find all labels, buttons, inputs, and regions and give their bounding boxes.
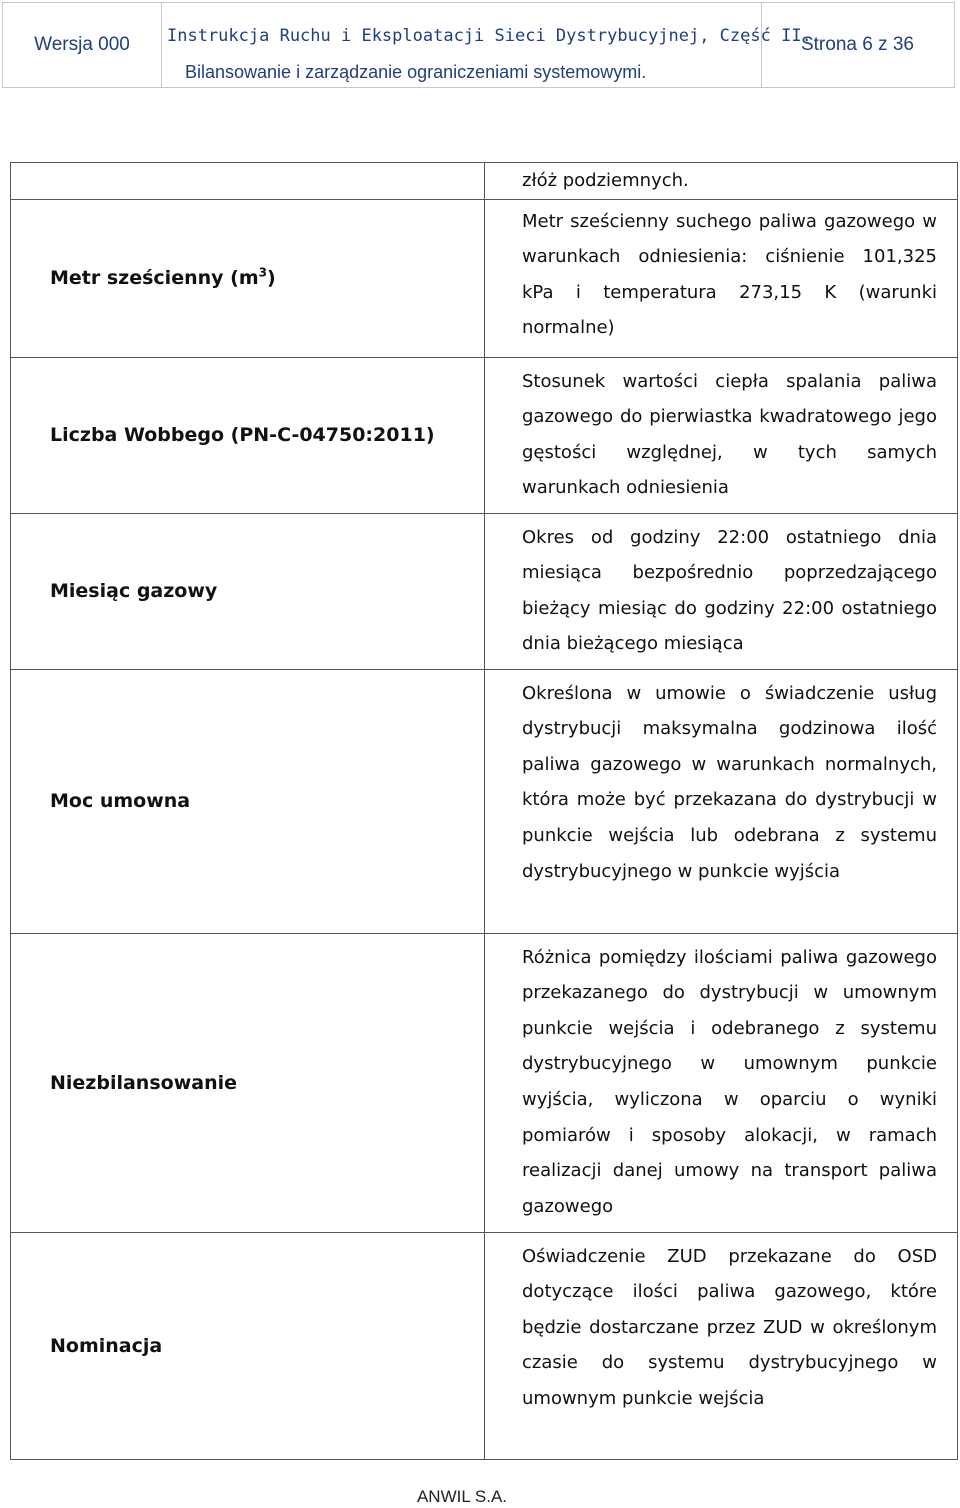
definition-text: Stosunek wartości ciepła spalania paliwa gazowego do pierwiastka kwadratowego jego gęstości względnej, w tych samych warunkach odniesienia	[522, 370, 937, 499]
page-number: Strona 6 z 36	[800, 34, 915, 55]
table-row	[11, 669, 958, 933]
term-text: Niezbilansowanie	[50, 1071, 237, 1094]
table-row	[11, 199, 958, 357]
definition-text: Okres od godziny 22:00 ostatniego dnia miesiąca bezpośrednio poprzedzającego bieżący miesiąc do godziny 22:00 ostatniego dnia bieżącego miesiąca	[522, 526, 937, 655]
term-superscript: 3	[258, 265, 267, 280]
definition-cell	[485, 199, 958, 357]
term-cell	[11, 163, 485, 200]
definition-text: Różnica pomiędzy ilościami paliwa gazowego przekazanego do dystrybucji w umownym punkcie wejścia i odebranego z systemu dystrybucyjnego w umownym punkcie wyjścia, wyliczona w oparciu o wyniki pomiarów i sposoby alokacji, w ramach realizacji danej umowy na transport paliwa gazowego	[522, 946, 937, 1217]
definition-text: złóż podziemnych.	[522, 170, 689, 191]
page-header	[2, 2, 955, 88]
term-cell	[11, 513, 485, 669]
definition-cell	[485, 513, 958, 669]
term-text: Miesiąc gazowy	[50, 580, 218, 603]
term-text: Nominacja	[50, 1334, 163, 1357]
table-row	[11, 933, 958, 1232]
table-row	[11, 1232, 958, 1459]
definition-cell	[485, 1232, 958, 1459]
term-text: Moc umowna	[50, 790, 191, 813]
definitions-table	[10, 162, 958, 1460]
definition-text: Oświadczenie ZUD przekazane do OSD dotyczące ilości paliwa gazowego, które będzie dostarczane przez ZUD w określonym czasie do systemu dystrybucyjnego w umownym punkcie wejścia	[522, 1245, 937, 1409]
document-title-line2: Bilansowanie i zarządzanie ograniczeniami systemowymi.	[185, 62, 647, 82]
table-row	[11, 357, 958, 513]
term-cell	[11, 357, 485, 513]
table-row	[11, 163, 958, 200]
definition-cell	[485, 669, 958, 933]
table-row	[11, 513, 958, 669]
term-text: Liczba Wobbego (PN-C-04750:2011)	[50, 424, 435, 447]
definition-cell	[485, 933, 958, 1232]
document-title-line1: Instrukcja Ruchu i Eksploatacji Sieci Dystrybucyjnej, Część II.	[167, 26, 812, 46]
definition-text: Metr sześcienny suchego paliwa gazowego w warunkach odniesienia: ciśnienie 101,325 kPa i temperatura 273,15 K (warunki normalne)	[522, 210, 937, 339]
term-cell	[11, 199, 485, 357]
page-footer: ANWIL S.A.	[416, 1487, 508, 1506]
definition-text: Określona w umowie o świadczenie usług dystrybucji maksymalna godzinowa ilość paliwa gazowego w warunkach normalnych, która może być przekazana do dystrybucji w punkcie wejścia lub odebrana z systemu dystrybucyjnego w punkcie wyjścia	[522, 682, 937, 882]
definition-cell	[485, 357, 958, 513]
term-cell	[11, 933, 485, 1232]
document-title	[161, 3, 812, 87]
term-cell	[11, 1232, 485, 1459]
term-cell	[11, 669, 485, 933]
term-text-suffix: )	[266, 267, 276, 290]
definition-cell	[485, 163, 958, 200]
term-text: Metr sześcienny (m	[50, 267, 259, 290]
document-version: Wersja 000	[3, 3, 162, 87]
